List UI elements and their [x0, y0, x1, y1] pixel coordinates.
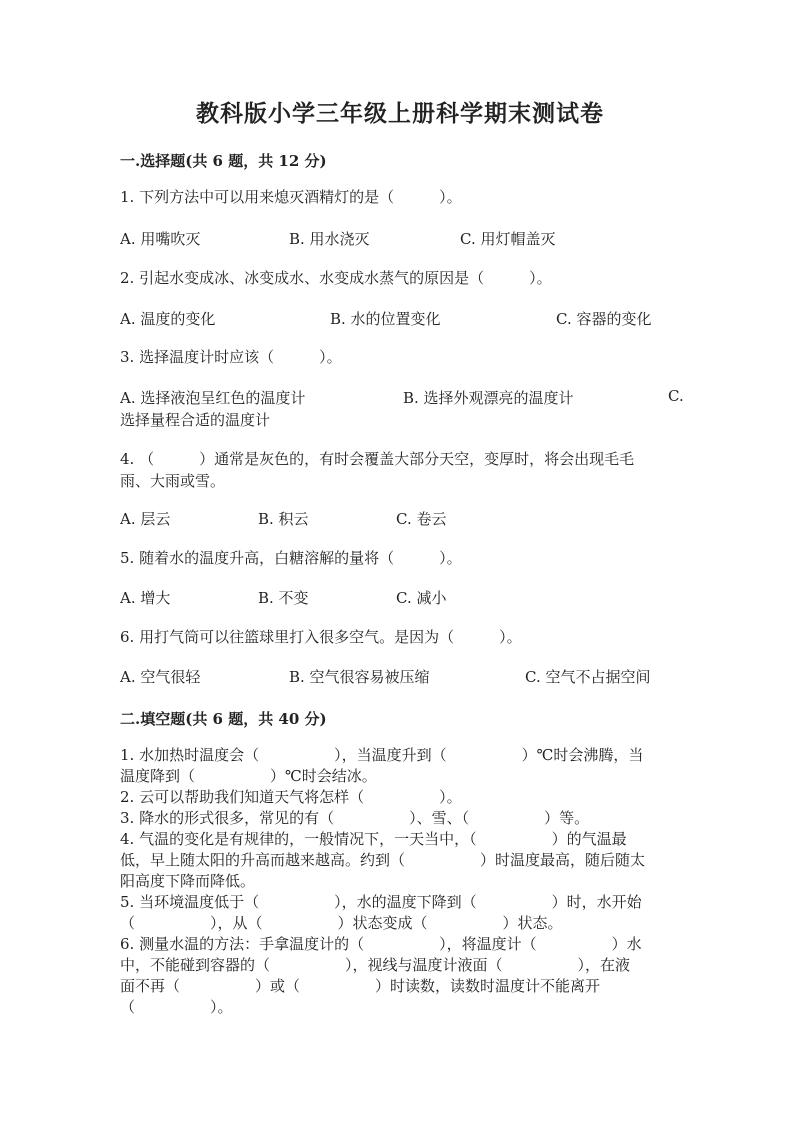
fill-line: 阳高度下降而降低。 [120, 872, 256, 890]
fill-line: 低，早上随太阳的升高而越来越高。约到（ ）时温度最高，随后随太 [120, 851, 646, 869]
fill-line: 4. 气温的变化是有规律的，一般情况下，一天当中，（ ）的气温最 [120, 830, 627, 848]
fill-line: 5. 当环境温度低于（ ），水的温度下降到（ ）时，水开始 [120, 893, 642, 911]
section-heading-fill: 二.填空题(共 6 题，共 40 分) [120, 710, 327, 728]
question-3-option-c-text: 选择量程合适的温度计 [120, 411, 271, 429]
fill-line: 6. 测量水温的方法：手拿温度计的（ ），将温度计（ ）水 [120, 935, 642, 953]
question-4-option-c: C. 卷云 [396, 510, 447, 528]
question-4-option-a: A. 层云 [120, 510, 171, 528]
question-1-option-b: B. 用水浇灭 [289, 230, 370, 248]
question-2-option-a: A. 温度的变化 [120, 310, 216, 328]
question-2-option-c: C. 容器的变化 [556, 310, 652, 328]
section-heading-choice: 一.选择题(共 6 题，共 12 分) [120, 152, 327, 170]
fill-line: （ ）。 [120, 998, 233, 1016]
question-5-option-b: B. 不变 [258, 589, 309, 607]
question-3-option-a: A. 选择液泡呈红色的温度计 [120, 389, 306, 407]
question-1-option-a: A. 用嘴吹灭 [120, 230, 201, 248]
question-1-stem: 1. 下列方法中可以用来熄灭酒精灯的是（ ）。 [120, 188, 462, 206]
fill-line: 中，不能碰到容器的（ ），视线与温度计液面（ ），在液 [120, 956, 631, 974]
question-6-stem: 6. 用打气筒可以往篮球里打入很多空气。是因为（ ）。 [120, 628, 522, 646]
question-5-option-a: A. 增大 [120, 589, 171, 607]
fill-line: 1. 水加热时温度会（ ），当温度升到（ ）℃时会沸腾，当 [120, 746, 644, 764]
question-6-option-a: A. 空气很轻 [120, 668, 201, 686]
fill-line: 面不再（ ）或（ ）时读数，读数时温度计不能离开 [120, 977, 601, 995]
question-3-stem: 3. 选择温度计时应该（ ）。 [120, 348, 342, 366]
question-4-stem-line-2: 雨、大雨或雪。 [120, 472, 226, 490]
fill-line: （ ），从（ ）状态变成（ ）状态。 [120, 914, 563, 932]
question-6-option-b: B. 空气很容易被压缩 [289, 668, 430, 686]
question-2-stem: 2. 引起水变成冰、冰变成水、水变成水蒸气的原因是（ ）。 [120, 269, 552, 287]
question-4-stem-line-1: 4. （ ）通常是灰色的，有时会覆盖大部分天空，变厚时，将会出现毛毛 [120, 450, 635, 468]
question-3-option-c-label: C. [668, 387, 684, 405]
fill-line: 温度降到（ ）℃时会结冰。 [120, 767, 377, 785]
page-title: 教科版小学三年级上册科学期末测试卷 [196, 100, 604, 127]
question-2-option-b: B. 水的位置变化 [330, 310, 441, 328]
question-6-option-c: C. 空气不占据空间 [525, 668, 651, 686]
question-5-stem: 5. 随着水的温度升高，白糖溶解的量将（ ）。 [120, 549, 462, 567]
question-1-option-c: C. 用灯帽盖灭 [460, 230, 556, 248]
question-4-option-b: B. 积云 [258, 510, 309, 528]
question-5-option-c: C. 减小 [396, 589, 447, 607]
fill-line: 2. 云可以帮助我们知道天气将怎样（ ）。 [120, 788, 462, 806]
question-3-option-b: B. 选择外观漂亮的温度计 [403, 389, 574, 407]
fill-line: 3. 降水的形式很多，常见的有（ ）、雪、（ ）等。 [120, 809, 590, 827]
